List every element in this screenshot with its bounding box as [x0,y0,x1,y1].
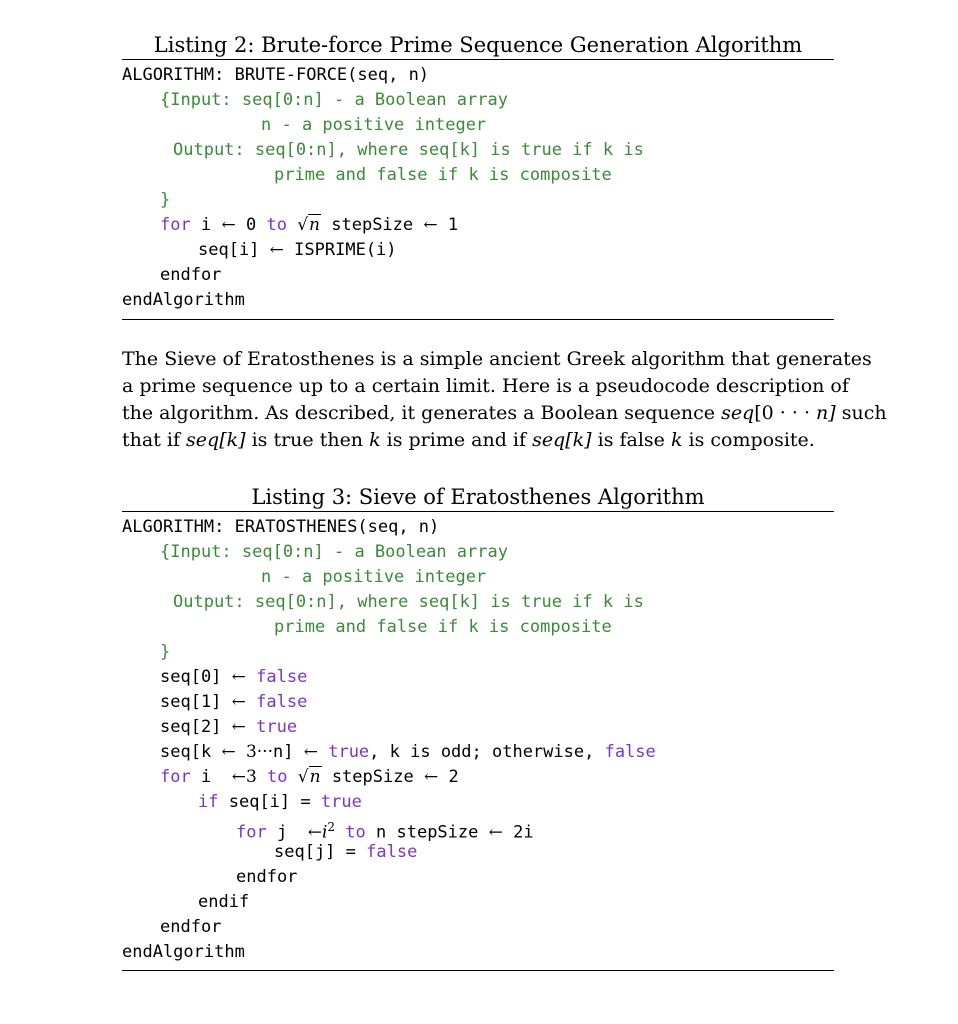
left-arrow-icon: ← [231,667,246,687]
true-keyword: true [320,792,362,812]
left-arrow-icon: ← [307,822,322,843]
seq0-assign [160,665,307,690]
listing-2-input-line-2: n - a positive integer [261,115,487,135]
listing-2-input-line-1: {Input: seq[0:n] - a Boolean array [160,90,508,110]
listing-2-header: ALGORITHM: BRUTE-FORCE(seq, n) [122,65,430,85]
inner-step-value: 2i [513,822,534,843]
inner-for-line [236,815,534,843]
odd-text: , k is odd; otherwise, [369,742,605,762]
paragraph-line-3: the algorithm. As described, it generates a Boolean sequence seq[0 · · · n] such [122,402,887,424]
seq-symbol: seq [186,429,220,451]
loop-start: 0 [245,215,257,235]
paragraph-text: such [835,402,887,424]
paragraph-text: is composite. [682,429,815,451]
loop-variable: i [200,215,212,235]
sqrt-n [297,213,321,238]
k-symbol: k [670,429,683,451]
inner-body-line [274,840,417,865]
step-value: 2 [448,767,459,787]
paragraph-text: the algorithm. As described, it generates a Boolean sequence [122,402,722,424]
k-symbol: k [369,429,381,451]
inner-loop-variable: j [276,822,288,843]
for-keyword: for [160,767,191,787]
k-index: [k] [219,429,246,451]
left-arrow-icon: ← [221,742,236,762]
listing-3-close-brace: } [160,642,171,662]
sqrt-n [298,765,322,790]
to-keyword: to [266,215,287,235]
paragraph-line-4 [122,427,838,454]
listing-2-close-brace: } [160,190,171,210]
seq1-assign [160,690,307,715]
range-close: n] [816,402,836,424]
inner-endfor: endfor [236,867,298,887]
left-arrow-icon: ← [221,215,236,235]
listing-2-caption: Listing 2: Brute-force Prime Sequence Generation Algorithm [153,33,803,57]
inner-body: seq[j] = [274,842,367,862]
listing-3-bottom-rule [122,970,834,971]
left-arrow-icon: ← [423,215,438,235]
if-keyword: if [198,792,219,812]
radical-icon: √ [297,767,309,787]
left-arrow-icon: ← [231,692,246,712]
seq2: seq[2] [160,717,222,737]
listing-2-bottom-rule [122,319,834,320]
left-arrow-icon: ← [269,240,284,260]
k-index: [k] [565,429,592,451]
sqrt-argument: n [309,215,320,235]
paragraph-line-2: a prime sequence up to a certain limit. Here is a pseudocode description of [122,375,849,397]
true-keyword: true [256,717,298,737]
to-keyword: to [267,767,288,787]
seqk-pre: seq[k [160,742,212,762]
true-keyword: true [328,742,370,762]
inner-range-end: n stepSize [376,822,479,843]
paragraph-text: is true then [245,429,370,451]
listing-3-input-line-1: {Input: seq[0:n] - a Boolean array [160,542,508,562]
radical-icon: √ [297,215,309,235]
false-keyword: false [256,667,308,687]
seq2-assign [160,715,297,740]
paragraph-line-1: The Sieve of Eratosthenes is a simple ancient Greek algorithm that generates [122,348,872,370]
listing-3-top-rule [122,511,834,512]
range-open: [0 [754,402,774,424]
if-condition: seq[i] = [228,792,321,812]
left-arrow-icon: ← [231,717,246,737]
listing-2-for-line [160,213,458,238]
false-keyword: false [604,742,656,762]
ellipsis: ··· [256,742,273,762]
false-keyword: false [256,692,308,712]
paragraph-text: is prime and if [380,429,533,451]
seqk-assign [160,740,656,765]
loop-variable: i [200,767,212,787]
listing-3-input-line-2: n - a positive integer [261,567,487,587]
listing-2-body-line [198,238,397,263]
listing-3-output-line-1: Output: seq[0:n], where seq[k] is true if k is [173,592,644,612]
step-value: 1 [447,215,459,235]
square-exponent: 2 [327,820,336,834]
seq0: seq[0] [160,667,222,687]
listing-2-output-line-2: prime and false if k is composite [274,165,612,185]
if-line [198,790,362,815]
seq1: seq[1] [160,692,222,712]
seq-symbol: seq [532,429,566,451]
listing-3-output-line-2: prime and false if k is composite [274,617,612,637]
body-paragraph [122,346,887,454]
listing-3-header: ALGORITHM: ERATOSTHENES(seq, n) [122,517,440,537]
left-arrow-icon: ← [231,767,246,787]
i-symbol: i [321,822,328,843]
listing-2-top-rule [122,59,834,60]
step-label: stepSize [331,215,414,235]
false-keyword: false [366,842,418,862]
left-arrow-icon: ← [303,742,318,762]
sqrt-argument: n [309,767,321,787]
listing-2-output-line-1: Output: seq[0:n], where seq[k] is true if k is [173,140,644,160]
left-arrow-icon: ← [423,767,439,787]
loop-start: 3 [245,767,257,787]
paragraph-text: is false [591,429,671,451]
outer-endfor: endfor [160,917,222,937]
for-keyword: for [236,822,267,843]
left-arrow-icon: ← [488,822,503,843]
range-start: 3 [245,742,257,762]
seq-symbol: seq [721,402,755,424]
step-label: stepSize [331,767,414,787]
for-keyword: for [160,215,191,235]
body-rhs: ISPRIME(i) [294,240,397,260]
endif: endif [198,892,250,912]
body-lhs: seq[i] [198,240,260,260]
listing-3-caption: Listing 3: Sieve of Eratosthenes Algorithm [251,485,705,509]
listing-3-end: endAlgorithm [122,942,245,962]
listing-3-for-line [160,765,459,790]
seqk-post: n] [272,742,294,762]
listing-2-end: endAlgorithm [122,290,245,310]
paragraph-text: that if [122,429,187,451]
to-keyword: to [345,822,366,843]
listing-2-endfor: endfor [160,265,222,285]
